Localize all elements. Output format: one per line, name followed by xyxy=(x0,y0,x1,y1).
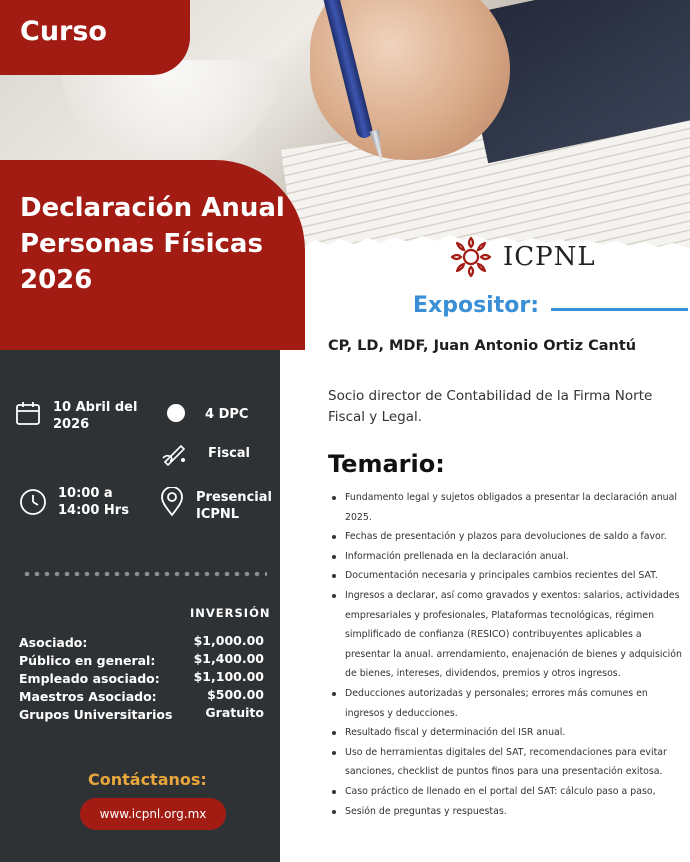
calendar-icon xyxy=(15,400,41,426)
course-tag-label: Curso xyxy=(20,16,107,47)
icpnl-logo-text: ICPNL xyxy=(503,242,596,272)
price-value: $1,000.00 xyxy=(193,633,264,648)
price-label: Asociado: xyxy=(19,635,88,650)
temario-title: Temario: xyxy=(328,450,445,478)
price-row xyxy=(0,707,280,725)
course-title: Declaración Anual Personas Físicas 2026 xyxy=(20,193,285,295)
list-item: Uso de herramientas digitales del SAT, recomendaciones para evitar sanciones, checklist de puntos finos para una presentación exitosa. xyxy=(330,743,682,782)
price-label: Público en general: xyxy=(19,653,156,668)
speaker-heading-line xyxy=(551,308,688,311)
clock-icon xyxy=(19,488,47,516)
speaker-role: Socio director de Contabilidad de la Firma Norte Fiscal y Legal. xyxy=(328,388,653,425)
list-item: Información prellenada en la declaración anual. xyxy=(330,547,682,567)
info-sidebar xyxy=(0,350,280,862)
event-area: Fiscal xyxy=(208,446,251,461)
course-title-block xyxy=(0,160,305,350)
course-tag xyxy=(0,0,190,75)
icpnl-logo xyxy=(447,236,617,278)
speaker-heading: Expositor: xyxy=(413,293,539,318)
dpc-credits: 4 DPC xyxy=(205,407,249,422)
list-item: Fechas de presentación y plazos para devoluciones de saldo a favor. xyxy=(330,527,682,547)
price-label: Maestros Asociado: xyxy=(19,689,157,704)
list-item: Caso práctico de llenado en el portal del SAT: cálculo paso a paso, xyxy=(330,782,682,802)
list-item: Sesión de preguntas y respuestas. xyxy=(330,802,682,822)
dotted-divider xyxy=(22,571,267,577)
price-value: Gratuito xyxy=(205,705,264,720)
contact-title: Contáctanos: xyxy=(88,770,207,789)
price-value: $1,400.00 xyxy=(193,651,264,666)
event-date: 10 Abril del 2026 xyxy=(53,400,138,432)
list-item: Documentación necesaria y principales cambios recientes del SAT. xyxy=(330,566,682,586)
list-item: Resultado fiscal y determinación del ISR anual. xyxy=(330,723,682,743)
icpnl-logo-icon xyxy=(447,236,495,278)
price-value: $1,100.00 xyxy=(193,669,264,684)
event-mode: Presencial ICPNL xyxy=(196,490,272,522)
temario-list xyxy=(330,488,682,821)
event-time: 10:00 a 14:00 Hrs xyxy=(58,486,129,518)
list-item: Fundamento legal y sujetos obligados a presentar la declaración anual 2025. xyxy=(330,488,682,527)
investment-title: INVERSIÓN xyxy=(190,606,271,620)
list-item: Deducciones autorizadas y personales; errores más comunes en ingresos y deducciones. xyxy=(330,684,682,723)
photo-cup xyxy=(60,60,280,170)
circle-icon xyxy=(166,403,186,423)
speaker-name: CP, LD, MDF, Juan Antonio Ortiz Cantú xyxy=(328,338,637,354)
price-value: $500.00 xyxy=(207,687,264,702)
hand-pen-icon xyxy=(161,442,189,466)
list-item: Ingresos a declarar, así como gravados y exentos: salarios, actividades empresariales y profesionales, Plataformas tecnológicas, régimen simplificado de confianza (RESICO) contribuyentes aplicables a presentar la anual. arrendamiento, enajenación de bienes y adquisición de bienes, intereses, dividendos, premios y otros ingresos. xyxy=(330,586,682,684)
price-label: Empleado asociado: xyxy=(19,671,160,686)
price-label: Grupos Universitarios xyxy=(19,707,173,722)
location-pin-icon xyxy=(160,487,184,517)
website-link[interactable]: www.icpnl.org.mx xyxy=(80,798,226,830)
